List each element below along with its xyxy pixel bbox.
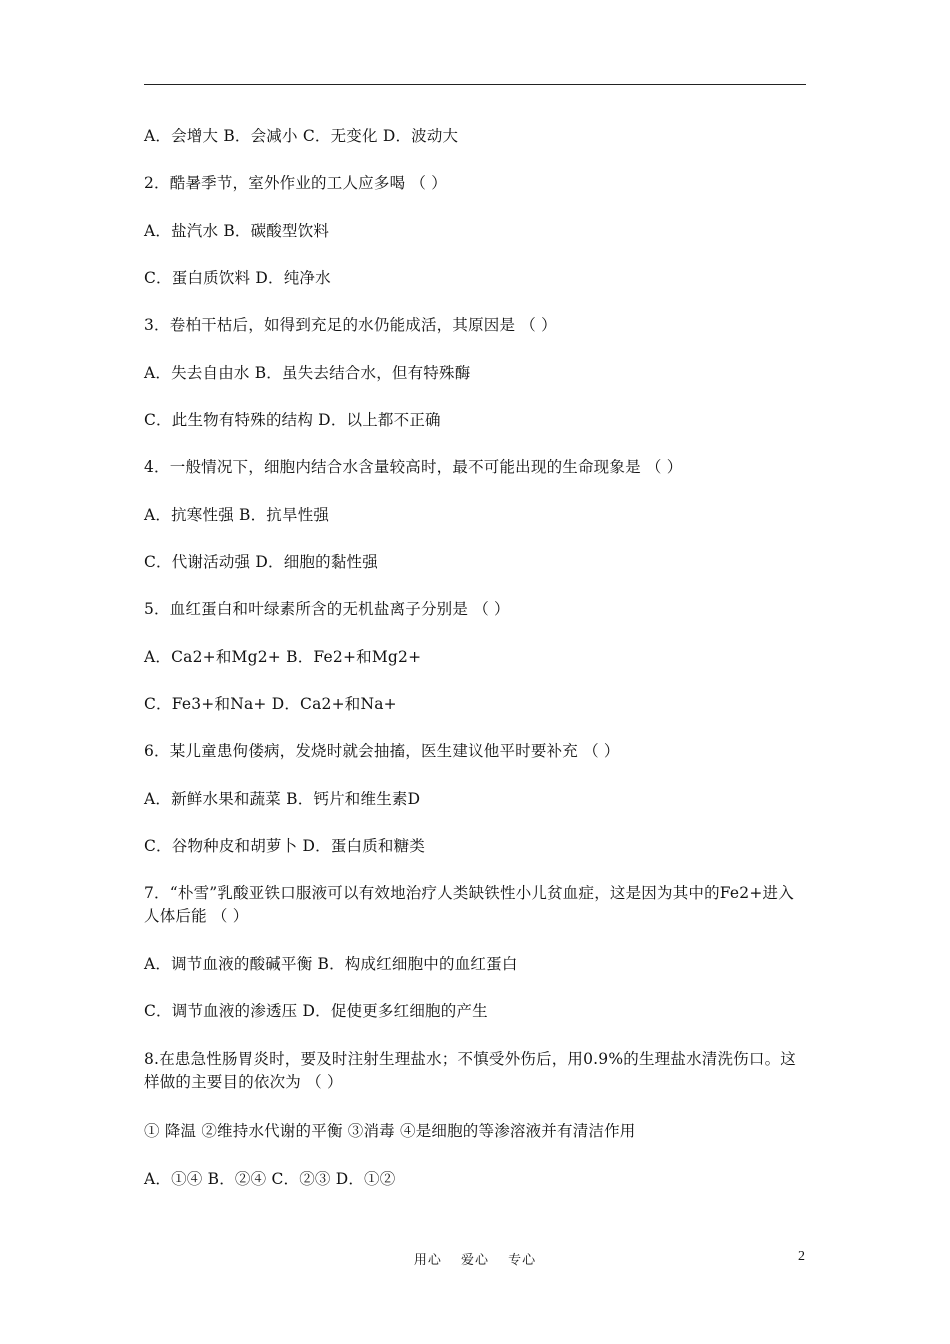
option-line: A．调节血液的酸碱平衡 B．构成红细胞中的血红蛋白 xyxy=(144,955,518,973)
statement-line: ① 降温 ②维持水代谢的平衡 ③消毒 ④是细胞的等渗溶液并有清洁作用 xyxy=(144,1122,636,1140)
page-number: 2 xyxy=(798,1249,805,1264)
option-line: C．谷物种皮和胡萝卜 D．蛋白质和糖类 xyxy=(144,837,426,855)
option-line: A．失去自由水 B．虽失去结合水，但有特殊酶 xyxy=(144,364,471,382)
option-line: C．蛋白质饮料 D．纯净水 xyxy=(144,269,331,287)
question-line: 2．酷暑季节，室外作业的工人应多喝 （ ） xyxy=(144,174,447,192)
header-rule xyxy=(144,84,806,85)
option-line: C．Fe3+和Na+ D．Ca2+和Na+ xyxy=(144,695,397,713)
question-line: 7．“朴雪”乳酸亚铁口服液可以有效地治疗人类缺铁性小儿贫血症，这是因为其中的Fe2+进入人体后能 （ ） xyxy=(144,884,794,925)
question-line: 3．卷柏干枯后，如得到充足的水仍能成活，其原因是 （ ） xyxy=(144,316,557,334)
option-line: A．盐汽水 B．碳酸型饮料 xyxy=(144,222,330,240)
option-line: A．Ca2+和Mg2+ B．Fe2+和Mg2+ xyxy=(144,648,422,666)
question-line: 8.在患急性肠胃炎时，要及时注射生理盐水；不慎受外伤后，用0.9%的生理盐水清洗伤口。这样做的主要目的依次为 （ ） xyxy=(144,1050,796,1091)
option-line: A．会增大 B．会减小 C．无变化 D．波动大 xyxy=(144,127,459,145)
option-line: A．新鲜水果和蔬菜 B．钙片和维生素D xyxy=(144,790,421,808)
option-line: C．此生物有特殊的结构 D．以上都不正确 xyxy=(144,411,441,429)
question-line: 5．血红蛋白和叶绿素所含的无机盐离子分别是 （ ） xyxy=(144,600,510,618)
question-line: 4．一般情况下，细胞内结合水含量较高时，最不可能出现的生命现象是 （ ） xyxy=(144,458,683,476)
option-line: C．调节血液的渗透压 D．促使更多红细胞的产生 xyxy=(144,1002,488,1020)
option-line: A．抗寒性强 B．抗旱性强 xyxy=(144,506,330,524)
option-line: A．①④ B．②④ C．②③ D．①② xyxy=(144,1170,396,1188)
option-line: C．代谢活动强 D．细胞的黏性强 xyxy=(144,553,378,571)
question-line: 6．某儿童患佝偻病，发烧时就会抽搐，医生建议他平时要补充 （ ） xyxy=(144,742,620,760)
footer-motto: 用心 爱心 专心 xyxy=(413,1253,537,1268)
